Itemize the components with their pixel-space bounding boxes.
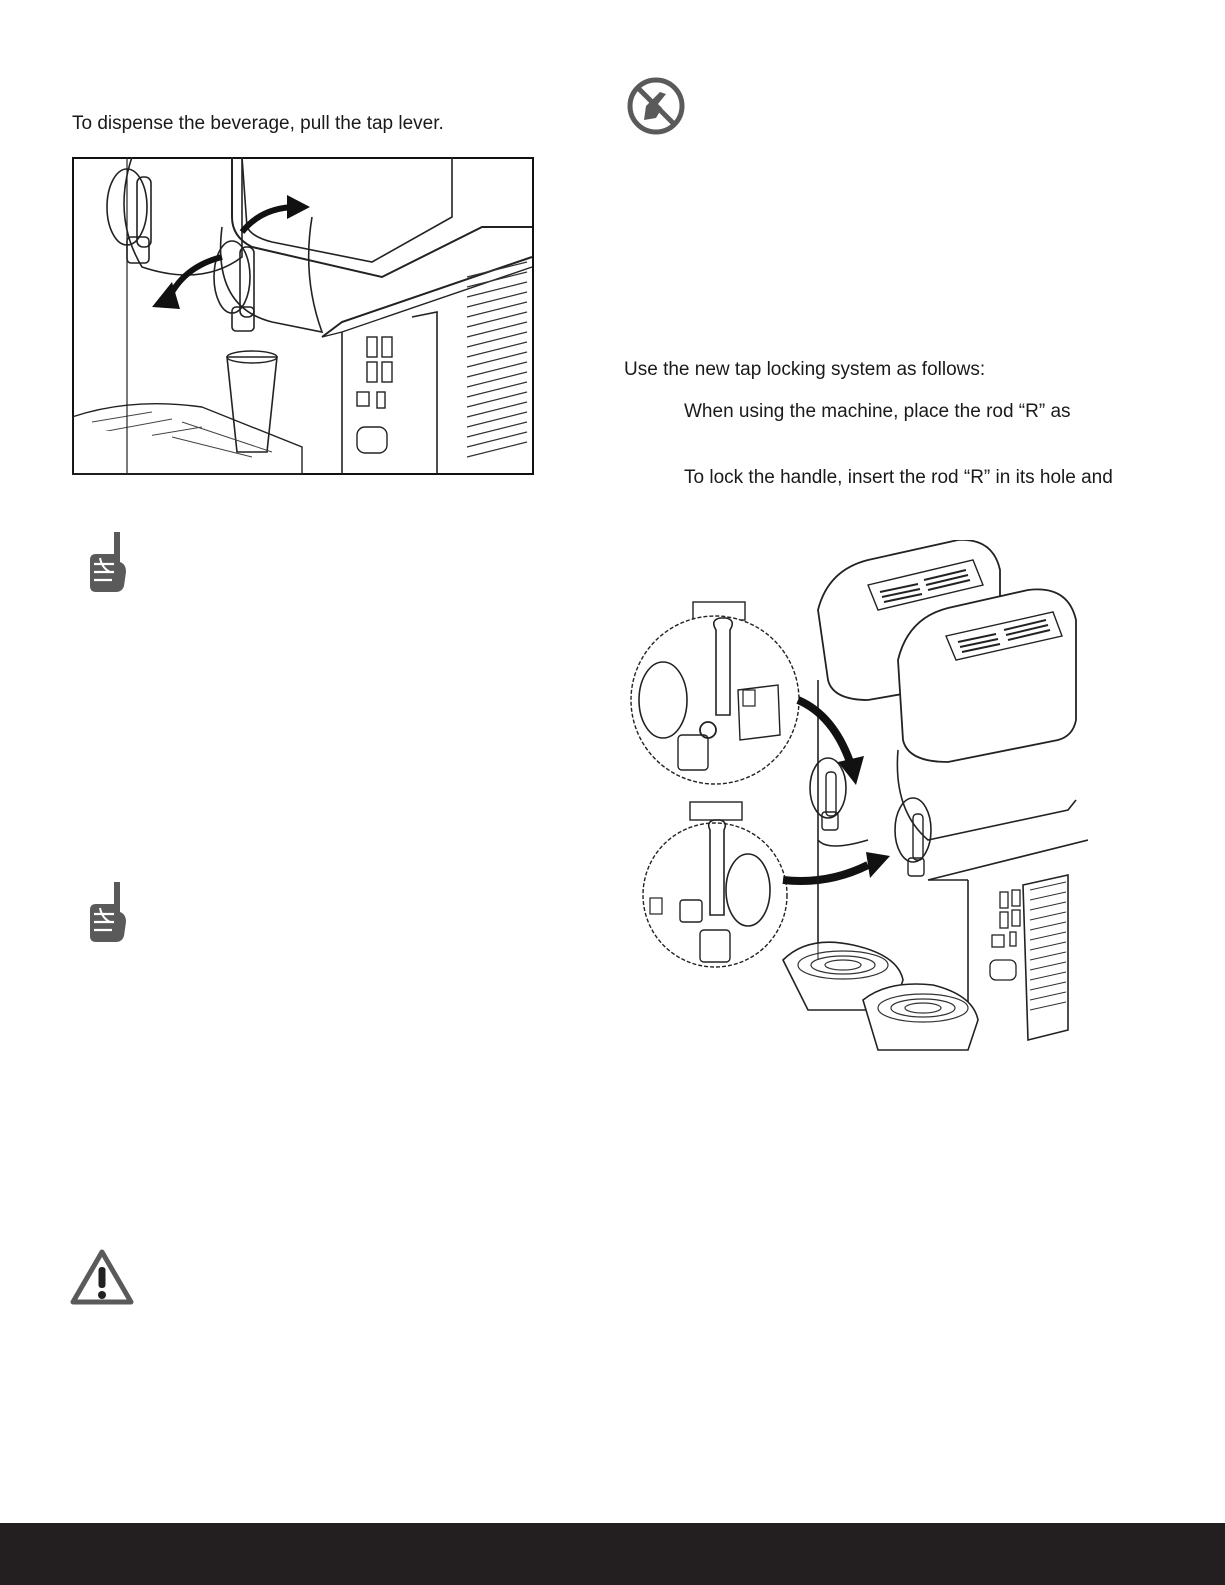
pointing-hand-icon (86, 530, 130, 592)
footer-bar (0, 1523, 1225, 1585)
dispense-figure (72, 157, 534, 475)
locking-system-intro: Use the new tap locking system as follows: (624, 359, 986, 380)
tap-locking-figure (628, 540, 1088, 1060)
warning-triangle-icon (70, 1248, 134, 1306)
dispense-instruction: To dispense the beverage, pull the tap lever. (72, 113, 444, 134)
no-touch-icon (626, 76, 686, 136)
locking-step-use: When using the machine, place the rod “R” as (684, 401, 1071, 422)
locking-step-lock: To lock the handle, insert the rod “R” in its hole and (684, 467, 1113, 488)
pointing-hand-icon (86, 880, 130, 942)
